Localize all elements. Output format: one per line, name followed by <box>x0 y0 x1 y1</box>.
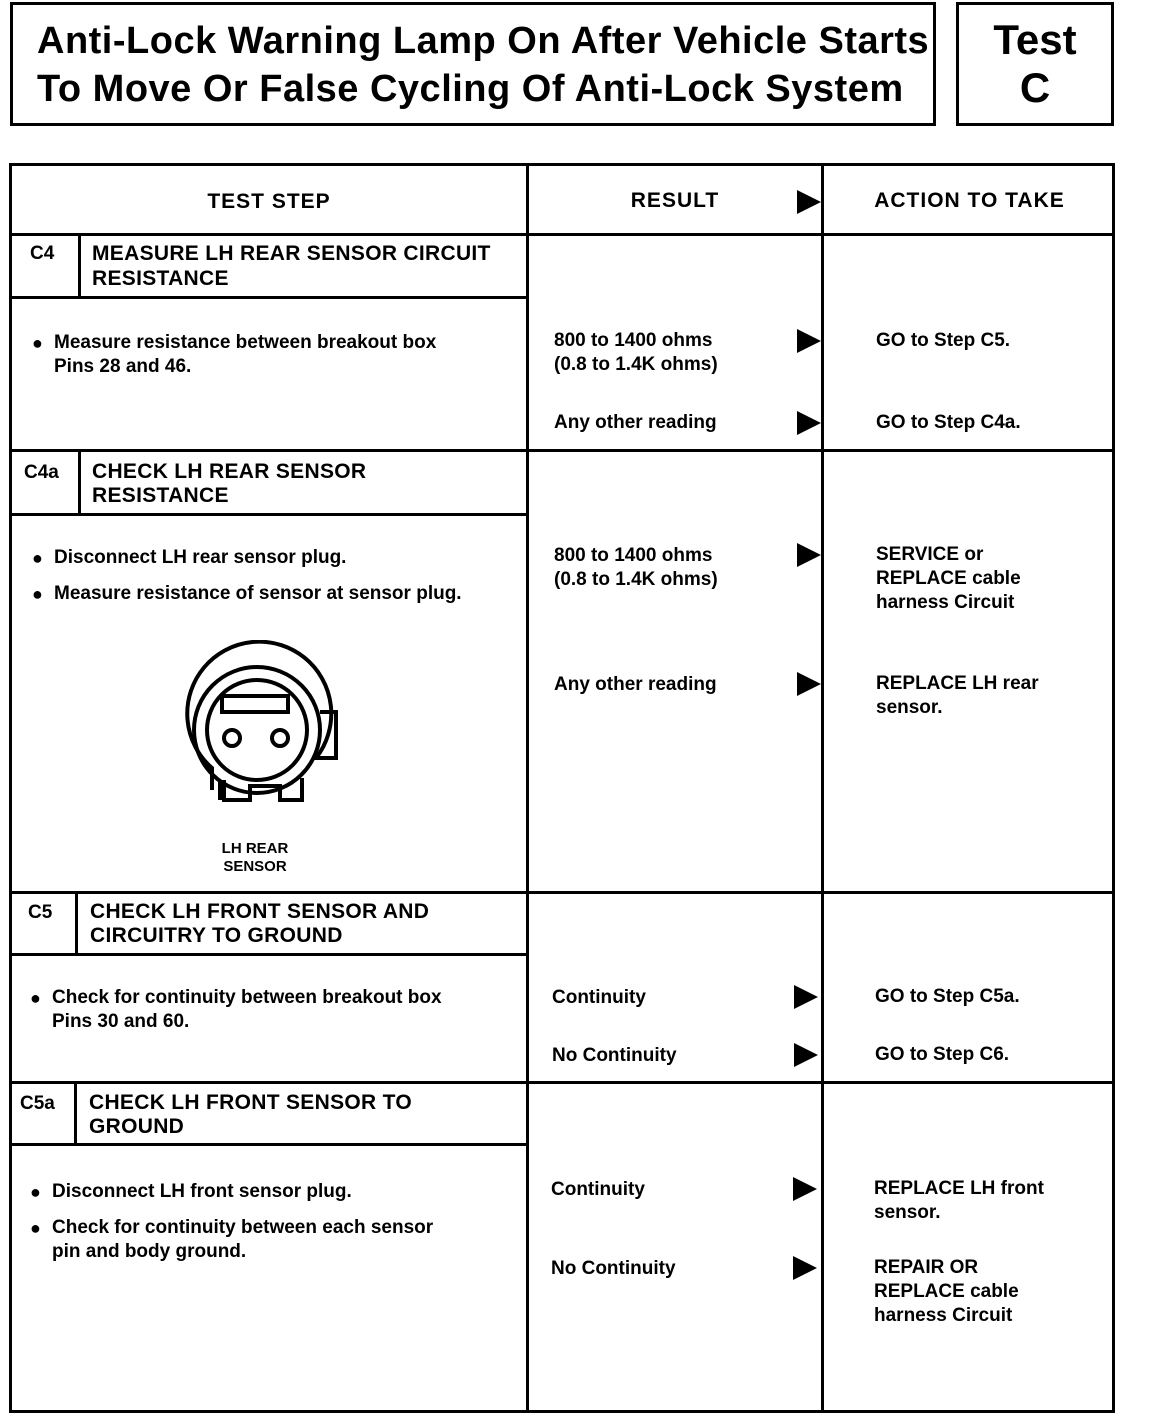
bullet-icon: ● <box>30 988 41 1008</box>
step-c4-result-2: Any other reading <box>554 412 717 433</box>
step-c4a-action-1-line3: harness Circuit <box>876 592 1015 613</box>
step-c5-bullet-1-line2: Pins 30 and 60. <box>52 1011 190 1032</box>
bullet-icon: ● <box>32 333 43 353</box>
step-c4a-action-2-line2: sensor. <box>876 697 943 718</box>
title-box <box>10 2 936 126</box>
title-line-2: To Move Or False Cycling Of Anti-Lock System <box>37 68 904 110</box>
header-test-step: TEST STEP <box>207 190 331 213</box>
step-c4a-result-1-line1: 800 to 1400 ohms <box>554 545 713 566</box>
step-c4-bullet-1-line2: Pins 28 and 46. <box>54 356 192 377</box>
step-c5-action-2: GO to Step C6. <box>875 1044 1010 1065</box>
step-c4a-title-line1: CHECK LH REAR SENSOR <box>92 460 367 483</box>
step-c4a-result-1-line2: (0.8 to 1.4K ohms) <box>554 569 718 590</box>
step-c4-result-1 <box>554 329 718 377</box>
step-c5a-id: C5a <box>20 1093 55 1114</box>
step-c5a-id-divider <box>74 1083 77 1145</box>
step-c4-title-line1: MEASURE LH REAR SENSOR CIRCUIT <box>92 242 491 265</box>
step-c4-bottom-rule <box>9 449 1115 452</box>
title-line-1: Anti-Lock Warning Lamp On After Vehicle Starts <box>37 20 930 62</box>
step-c4a-bottom-rule <box>9 891 1115 894</box>
step-c5a-bullet-2-line1: Check for continuity between each sensor <box>52 1217 434 1238</box>
step-c4-id-divider <box>78 234 81 298</box>
step-c5a-bullet-1-line1: Disconnect LH front sensor plug. <box>52 1181 352 1202</box>
step-c5a-result-1: Continuity <box>551 1179 645 1200</box>
column-divider-1 <box>526 163 529 1413</box>
step-c5-result-2: No Continuity <box>552 1045 677 1066</box>
step-c4a-action-2-line1: REPLACE LH rear <box>876 673 1039 694</box>
step-c4a-bullet-1-line1: Disconnect LH rear sensor plug. <box>54 547 347 568</box>
sensor-pin-right <box>272 730 288 746</box>
step-c4-action-1: GO to Step C5. <box>876 330 1011 351</box>
step-c4a-id: C4a <box>24 462 59 483</box>
header-bottom-rule <box>9 233 1115 236</box>
step-c5a-result-2: No Continuity <box>551 1258 676 1279</box>
step-c5-result-2-arrow-icon <box>794 1043 818 1067</box>
step-c4-bullet-1-line1: Measure resistance between breakout box <box>54 332 437 353</box>
step-c5-result-1-arrow-icon <box>794 985 818 1009</box>
step-c5a-result-2-arrow-icon <box>793 1256 817 1280</box>
sensor-inner-ring <box>194 667 320 793</box>
step-c5a-title-rule <box>9 1143 526 1146</box>
step-c5a-action-1-line1: REPLACE LH front <box>874 1178 1044 1199</box>
bullet-icon: ● <box>30 1182 41 1202</box>
step-c5-title-line1: CHECK LH FRONT SENSOR AND <box>90 900 430 923</box>
sensor-pin-left <box>224 730 240 746</box>
sensor-key-slot <box>222 696 288 712</box>
step-c5-id-divider <box>75 893 78 955</box>
step-c4a-result-1-arrow-icon <box>797 543 821 567</box>
step-c4-action-2: GO to Step C4a. <box>876 412 1021 433</box>
step-c4-result-1-arrow-icon <box>797 329 821 353</box>
step-c4a-action-2 <box>876 672 1039 720</box>
step-c4a-id-divider <box>78 451 81 515</box>
test-badge <box>956 2 1114 126</box>
bullet-icon: ● <box>30 1218 41 1238</box>
step-c4a-title-rule <box>9 513 529 516</box>
step-c4a-action-1-line1: SERVICE or <box>876 544 984 565</box>
step-c5-bullet-1 <box>30 986 520 1034</box>
lh-rear-sensor-diagram <box>170 640 345 815</box>
step-c5a-action-2-line3: harness Circuit <box>874 1305 1013 1326</box>
step-c5a-title-line1: CHECK LH FRONT SENSOR TO <box>89 1091 412 1114</box>
test-badge-letter: C <box>1019 64 1051 111</box>
step-c5-title-line2: CIRCUITRY TO GROUND <box>90 924 343 947</box>
column-divider-2 <box>821 163 824 1413</box>
step-c5-result-1: Continuity <box>552 987 646 1008</box>
bullet-icon: ● <box>32 548 43 568</box>
sensor-figure-label-line1: LH REAR <box>221 840 289 857</box>
step-c5a-title-line2: GROUND <box>89 1115 185 1138</box>
bullet-icon: ● <box>32 584 43 604</box>
step-c4-title-line2: RESISTANCE <box>92 267 229 290</box>
header-action: ACTION TO TAKE <box>874 189 1065 212</box>
step-c5-id: C5 <box>28 902 53 923</box>
sensor-figure-label-line2: SENSOR <box>223 858 287 875</box>
step-c4a-result-1 <box>554 544 718 592</box>
step-c4-bullet-1 <box>32 331 522 379</box>
step-c5a-action-2 <box>874 1256 1019 1328</box>
header-arrow-icon <box>797 190 821 214</box>
step-c4a-action-1-line2: REPLACE cable <box>876 568 1021 589</box>
header-result: RESULT <box>630 189 720 212</box>
step-c5a-result-1-arrow-icon <box>793 1177 817 1201</box>
sensor-figure-label <box>195 840 315 876</box>
step-c4a-bullet-1 <box>32 546 522 570</box>
step-c5a-action-1-line2: sensor. <box>874 1202 941 1223</box>
step-c5a-bullet-2-line2: pin and body ground. <box>52 1241 247 1262</box>
step-c5-bottom-rule <box>9 1081 1115 1084</box>
step-c5-title-rule <box>9 953 527 956</box>
step-c5a-bullet-1 <box>30 1180 520 1204</box>
step-c4-title-rule <box>9 296 529 299</box>
step-c5-bullet-1-line1: Check for continuity between breakout box <box>52 987 442 1008</box>
step-c4a-bullet-2 <box>32 582 526 606</box>
step-c4a-bullet-2-line1: Measure resistance of sensor at sensor plug. <box>54 583 462 604</box>
step-c5a-action-2-line1: REPAIR OR <box>874 1257 979 1278</box>
step-c4a-result-2: Any other reading <box>554 674 717 695</box>
step-c4a-action-1 <box>876 543 1021 615</box>
step-c5-action-1: GO to Step C5a. <box>875 986 1020 1007</box>
step-c4-result-2-arrow-icon <box>797 411 821 435</box>
step-c4a-title-line2: RESISTANCE <box>92 484 229 507</box>
step-c5a-action-1 <box>874 1177 1044 1225</box>
step-c4-id: C4 <box>30 243 55 264</box>
step-c4-result-1-line1: 800 to 1400 ohms <box>554 330 713 351</box>
step-c4a-result-2-arrow-icon <box>797 672 821 696</box>
step-c5a-action-2-line2: REPLACE cable <box>874 1281 1019 1302</box>
step-c4-result-1-line2: (0.8 to 1.4K ohms) <box>554 354 718 375</box>
step-c5a-bullet-2 <box>30 1216 520 1264</box>
test-badge-label: Test <box>993 16 1077 63</box>
